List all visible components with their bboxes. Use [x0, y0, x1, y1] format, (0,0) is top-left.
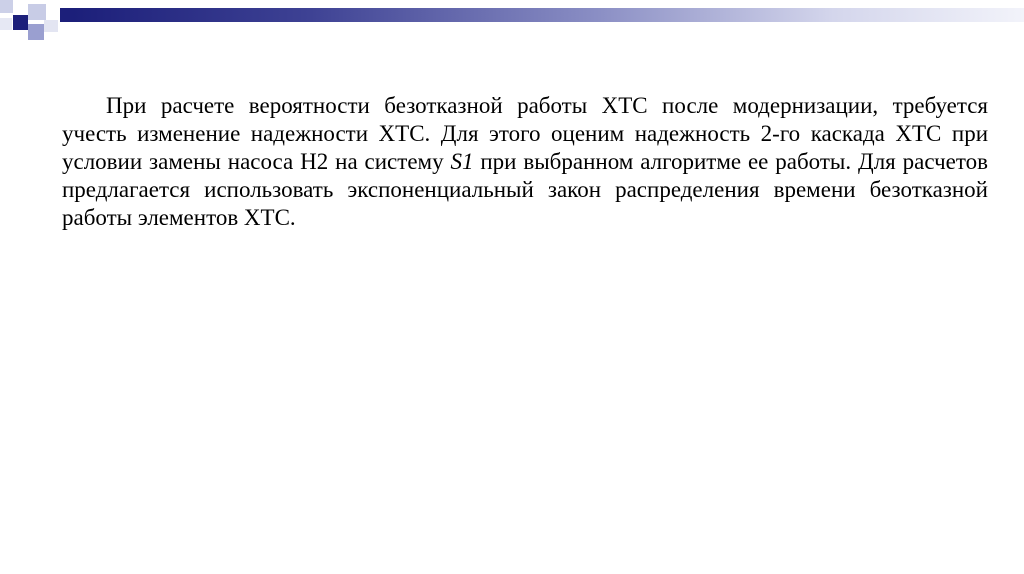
body-paragraph — [62, 92, 988, 240]
decor-square — [13, 15, 28, 30]
header-gradient-bar — [73, 8, 1024, 22]
decor-square — [0, 0, 13, 13]
decor-square — [13, 0, 28, 13]
decor-square — [46, 0, 60, 14]
paragraph-text-part1: При расчете вероятности безотказной работы ХТС после модернизации, требуется учесть изменение надежности ХТС. Для этого оценим надежность 2-го каскада ХТС при условии замены насоса Н2 на систему — [62, 93, 988, 174]
decor-square — [60, 8, 73, 22]
decor-square — [0, 18, 12, 30]
paragraph-italic-term: S1 — [450, 149, 474, 174]
decor-square — [44, 20, 58, 32]
decor-square — [28, 4, 46, 20]
paragraph-text-part2: при выбранном алгоритме ее работы. Для расчетов предлагается использовать экспоненциальный закон распределения времени безотказной работы элементов ХТС. — [62, 149, 988, 230]
decor-square — [28, 24, 44, 40]
